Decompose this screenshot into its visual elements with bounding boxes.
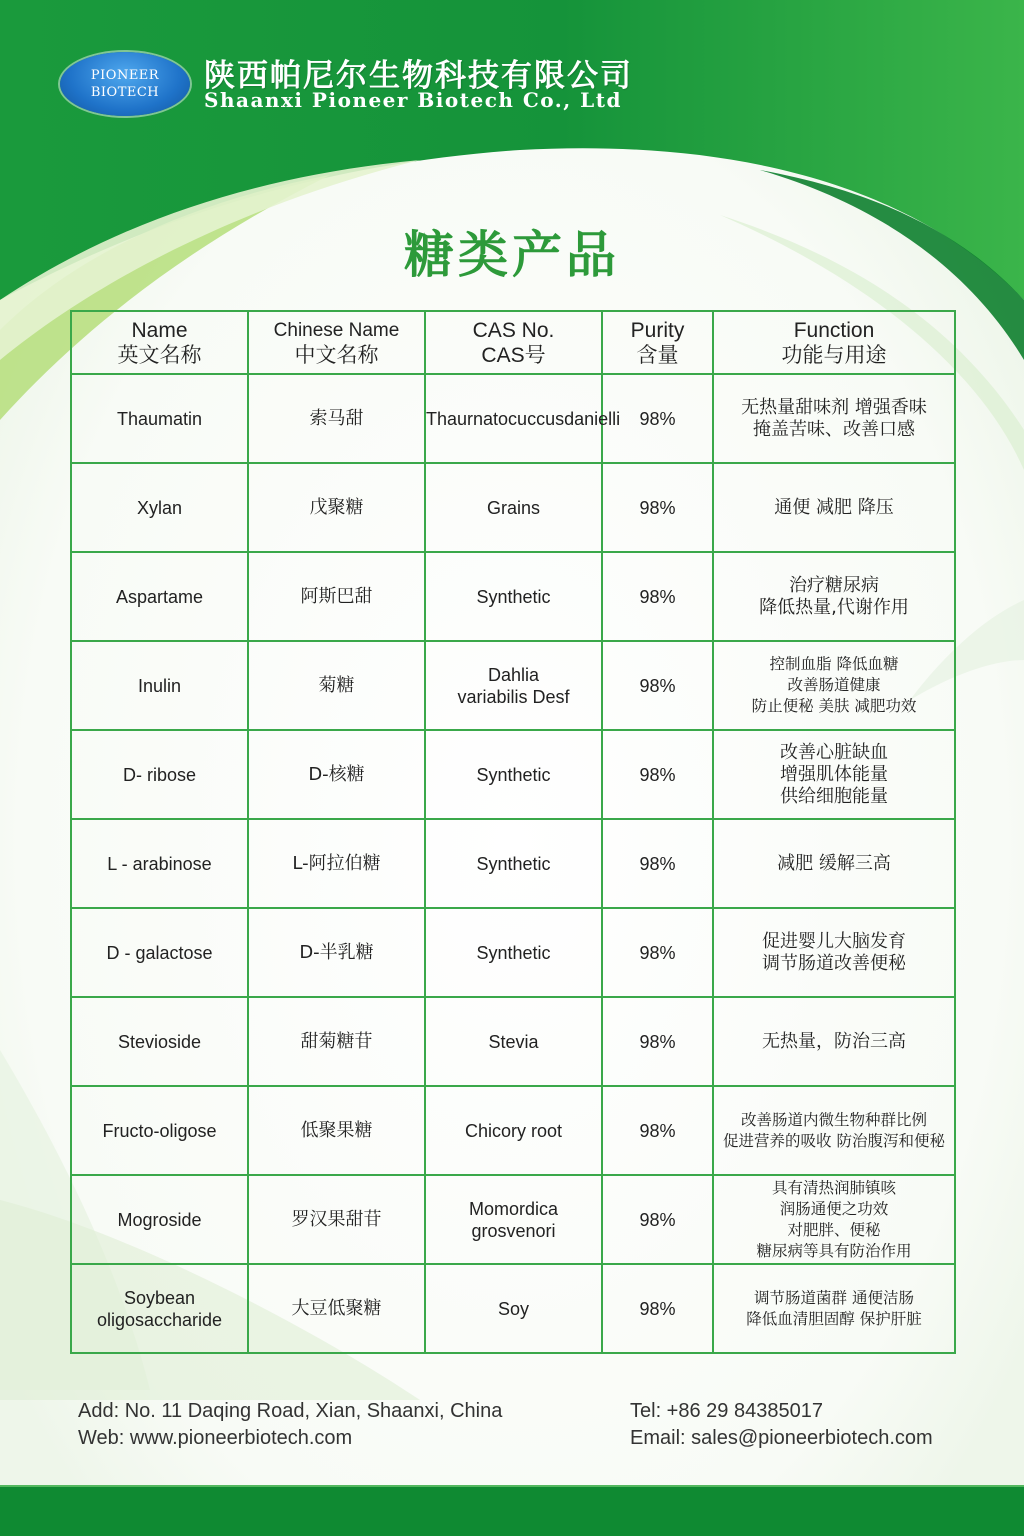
product-rows bbox=[71, 374, 955, 1353]
cell-cas bbox=[425, 463, 602, 552]
table-row bbox=[71, 1086, 955, 1175]
cell-cas-line: Thaurnatocuccusdanielli bbox=[426, 408, 621, 429]
cell-function-line: 调节肠道菌群 通便洁肠 bbox=[754, 1288, 914, 1307]
cell-function-line: 治疗糖尿病 bbox=[789, 574, 879, 596]
cell-function-line: 降低血清胆固醇 保护肝脏 bbox=[746, 1309, 922, 1328]
cell-function-line: 降低热量,代谢作用 bbox=[759, 596, 909, 618]
cell-purity: 98% bbox=[602, 819, 713, 908]
cell-purity: 98% bbox=[602, 374, 713, 463]
cell-function-line: 改善心脏缺血 bbox=[780, 741, 888, 763]
page-title: 糖类产品 bbox=[404, 226, 620, 284]
cell-function-line: 糖尿病等具有防治作用 bbox=[756, 1241, 912, 1260]
cell-purity: 98% bbox=[602, 1086, 713, 1175]
company-name-chinese: 陕西帕尼尔生物科技有限公司 bbox=[204, 58, 633, 94]
contact-right bbox=[630, 1398, 933, 1452]
cell-purity: 98% bbox=[602, 997, 713, 1086]
cell-function-line: 改善肠道健康 bbox=[787, 676, 881, 694]
cell-cas bbox=[425, 374, 621, 463]
cell-chinese-name: 索马甜 bbox=[248, 374, 425, 463]
cell-cas bbox=[425, 1264, 602, 1353]
cell-function bbox=[713, 1086, 955, 1175]
cell-function-line: 控制血脂 降低血糖 bbox=[769, 655, 899, 673]
header-purity-cn: 含量 bbox=[636, 343, 679, 367]
cell-chinese-name: 甜菊糖苷 bbox=[248, 997, 425, 1086]
cell-function-line: 无热量甜味剂 增强香味 bbox=[741, 396, 927, 418]
table-row bbox=[71, 641, 955, 730]
cell-cas-line: Synthetic bbox=[476, 942, 551, 963]
cell-purity: 98% bbox=[602, 730, 713, 819]
header-function-en: Function bbox=[793, 318, 875, 342]
address-text: Add: No. 11 Daqing Road, Xian, Shaanxi, China bbox=[78, 1400, 503, 1422]
cell-purity: 98% bbox=[602, 908, 713, 997]
cell-name-line: Mogroside bbox=[117, 1209, 202, 1230]
cell-chinese-name: 阿斯巴甜 bbox=[248, 552, 425, 641]
cell-chinese-name: D-半乳糖 bbox=[248, 908, 425, 997]
cell-chinese-name: L-阿拉伯糖 bbox=[248, 819, 425, 908]
header-name-en: Name bbox=[131, 318, 188, 342]
header-chinese-name-cn: 中文名称 bbox=[294, 343, 379, 367]
cell-cas-line: variabilis Desf bbox=[457, 686, 570, 707]
table-row bbox=[71, 1264, 955, 1353]
cell-function-line: 润肠通便之功效 bbox=[779, 1199, 889, 1218]
header-chinese-name bbox=[248, 311, 425, 374]
cell-function bbox=[713, 730, 955, 819]
header-function bbox=[713, 311, 955, 374]
header-cas bbox=[425, 311, 602, 374]
cell-cas bbox=[425, 1175, 602, 1264]
cell-name bbox=[71, 1086, 248, 1175]
table-header-row bbox=[71, 311, 955, 374]
cell-function-line: 调节肠道改善便秘 bbox=[762, 952, 906, 974]
header-function-cn: 功能与用途 bbox=[781, 343, 887, 367]
cell-name-line: L - arabinose bbox=[107, 853, 212, 874]
cell-function bbox=[713, 463, 955, 552]
cell-name bbox=[71, 463, 248, 552]
table-row bbox=[71, 730, 955, 819]
cell-name bbox=[71, 1175, 248, 1264]
cell-name-line: oligosaccharide bbox=[96, 1309, 223, 1330]
cell-function-line: 促进营养的吸收 防治腹泻和便秘 bbox=[723, 1131, 945, 1150]
cell-name bbox=[71, 552, 248, 641]
cell-name bbox=[71, 819, 248, 908]
header-chinese-name-en: Chinese Name bbox=[273, 319, 400, 341]
header-cas-en: CAS No. bbox=[472, 318, 555, 342]
header-purity bbox=[602, 311, 713, 374]
table-row bbox=[71, 1175, 955, 1264]
cell-function-line: 对肥胖、便秘 bbox=[787, 1220, 881, 1239]
cell-function bbox=[713, 997, 955, 1086]
cell-purity: 98% bbox=[602, 463, 713, 552]
table-row bbox=[71, 819, 955, 908]
cell-chinese-name: 低聚果糖 bbox=[248, 1086, 425, 1175]
company-logo bbox=[60, 52, 190, 116]
cell-cas bbox=[425, 997, 602, 1086]
cell-cas-line: Grains bbox=[486, 497, 540, 518]
cell-function bbox=[713, 641, 955, 730]
cell-function-line: 供给细胞能量 bbox=[780, 785, 888, 807]
cell-function-line: 防止便秘 美肤 减肥功效 bbox=[751, 697, 917, 715]
cell-chinese-name: 大豆低聚糖 bbox=[248, 1264, 425, 1353]
cell-function-line: 无热量，防治三高 bbox=[762, 1030, 906, 1052]
cell-cas bbox=[425, 908, 602, 997]
email-text: Email: sales@pioneerbiotech.com bbox=[630, 1427, 933, 1449]
header-name bbox=[71, 311, 248, 374]
cell-name-line: Thaumatin bbox=[116, 408, 203, 429]
cell-name-line: Stevioside bbox=[117, 1031, 202, 1052]
cell-function bbox=[713, 1264, 955, 1353]
cell-name bbox=[71, 908, 248, 997]
cell-function bbox=[713, 552, 955, 641]
cell-function-line: 改善肠道内微生物种群比例 bbox=[740, 1110, 927, 1129]
header-name-cn: 英文名称 bbox=[117, 343, 202, 367]
cell-name bbox=[71, 641, 248, 730]
cell-cas-line: Synthetic bbox=[476, 764, 551, 785]
cell-name-line: Aspartame bbox=[115, 586, 204, 607]
cell-cas-line: grosvenori bbox=[471, 1220, 556, 1241]
cell-cas-line: Synthetic bbox=[476, 586, 551, 607]
logo-line-2: BIOTECH bbox=[90, 85, 160, 100]
cell-cas-line: Stevia bbox=[488, 1031, 539, 1052]
website-text: Web: www.pioneerbiotech.com bbox=[78, 1427, 353, 1449]
cell-name-line: Fructo-oligose bbox=[102, 1120, 217, 1141]
cell-cas bbox=[425, 1086, 602, 1175]
table-row bbox=[71, 463, 955, 552]
header-purity-en: Purity bbox=[630, 318, 685, 342]
header-cas-cn: CAS号 bbox=[481, 343, 546, 367]
cell-function-line: 掩盖苦味、改善口感 bbox=[753, 418, 915, 440]
cell-name-line: D- ribose bbox=[122, 764, 197, 785]
cell-name-line: D - galactose bbox=[106, 942, 213, 963]
cell-function bbox=[713, 908, 955, 997]
table-row bbox=[71, 374, 955, 463]
logo-line-1: PIONEER bbox=[90, 68, 160, 83]
table-row bbox=[71, 552, 955, 641]
product-table bbox=[70, 310, 956, 1354]
cell-name-line: Soybean bbox=[123, 1287, 196, 1308]
cell-chinese-name: 菊糖 bbox=[248, 641, 425, 730]
cell-function bbox=[713, 1175, 955, 1264]
cell-purity: 98% bbox=[602, 552, 713, 641]
cell-function-line: 减肥 缓解三高 bbox=[777, 852, 891, 874]
company-name-english: Shaanxi Pioneer Biotech Co., Ltd bbox=[204, 88, 622, 112]
cell-name bbox=[71, 1264, 248, 1353]
cell-purity: 98% bbox=[602, 1264, 713, 1353]
cell-chinese-name: D-核糖 bbox=[248, 730, 425, 819]
cell-name-line: Inulin bbox=[137, 675, 182, 696]
cell-name-line: Xylan bbox=[136, 497, 183, 518]
table-row bbox=[71, 908, 955, 997]
cell-purity: 98% bbox=[602, 641, 713, 730]
cell-cas bbox=[425, 730, 602, 819]
cell-cas-line: Chicory root bbox=[464, 1120, 563, 1141]
cell-function-line: 通便 减肥 降压 bbox=[774, 496, 894, 518]
phone-text: Tel: +86 29 84385017 bbox=[630, 1400, 823, 1422]
cell-chinese-name: 戊聚糖 bbox=[248, 463, 425, 552]
cell-name bbox=[71, 374, 248, 463]
cell-cas-line: Dahlia bbox=[487, 664, 540, 685]
cell-function bbox=[713, 374, 955, 463]
cell-name bbox=[71, 730, 248, 819]
cell-cas bbox=[425, 819, 602, 908]
cell-function-line: 具有清热润肺镇咳 bbox=[771, 1178, 896, 1197]
cell-cas-line: Soy bbox=[497, 1298, 530, 1319]
cell-cas bbox=[425, 641, 602, 730]
cell-cas-line: Synthetic bbox=[476, 853, 551, 874]
cell-cas bbox=[425, 552, 602, 641]
cell-function-line: 增强肌体能量 bbox=[780, 763, 888, 785]
cell-cas-line: Momordica bbox=[468, 1198, 559, 1219]
cell-function bbox=[713, 819, 955, 908]
cell-purity: 98% bbox=[602, 1175, 713, 1264]
cell-chinese-name: 罗汉果甜苷 bbox=[248, 1175, 425, 1264]
contact-left bbox=[78, 1398, 502, 1452]
cell-function-line: 促进婴儿大脑发育 bbox=[762, 930, 906, 952]
table-row bbox=[71, 997, 955, 1086]
cell-name bbox=[71, 997, 248, 1086]
